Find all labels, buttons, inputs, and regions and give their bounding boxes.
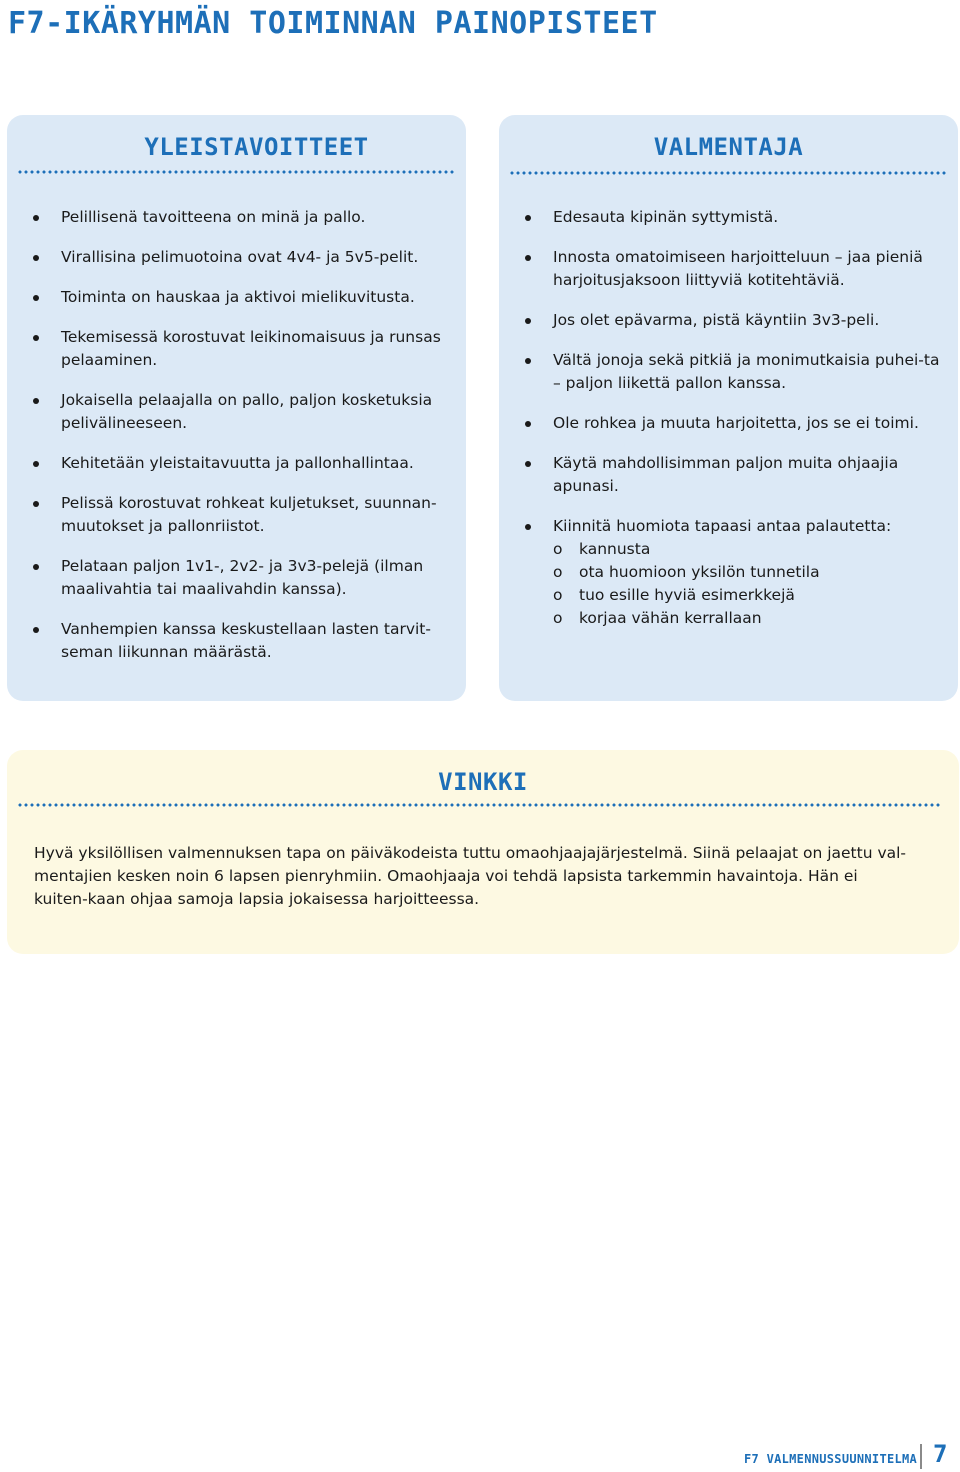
bullet-icon [525,255,531,261]
list-item: Vältä jonoja sekä pitkiä ja monimutkaisia puhei-ta – paljon liikettä pallon kanssa. [523,349,943,395]
list-item: Virallisina pelimuotoina ovat 4v4- ja 5v5-pelit. [31,246,451,269]
bullet-icon [525,318,531,324]
list-item: Ole rohkea ja muuta harjoitetta, jos se ei toimi. [523,412,943,435]
feedback-sublist [553,538,943,630]
page-title: F7-IKÄRYHMÄN TOIMINNAN PAINOPISTEET [8,6,658,41]
tip-text: Hyvä yksilöllisen valmennuksen tapa on päiväkodeista tuttu omaohjaajajärjestelmä. Siinä pelaajat on jaettu val-mentajien kesken noin 6 lapsen pienryhmiin. Omaohjaaja voi tehdä lapsista tarkemmin havaintoja. Hän ei kuiten-kaan ohjaa samoja lapsia jokaisessa harjoitteessa. [34,844,907,908]
general-goals-title: YLEISTAVOITTEET [144,133,369,161]
page-number: 7 [933,1440,948,1468]
bullet-icon [33,564,39,570]
coach-card [499,115,958,701]
list-item: Jos olet epävarma, pistä käyntiin 3v3-peli. [523,309,943,332]
page-footer [730,1432,960,1472]
general-goals-card [7,115,466,701]
list-item: Käytä mahdollisimman paljon muita ohjaajia apunasi. [523,452,943,498]
list-item: Edesauta kipinän syttymistä. [523,206,943,229]
sublist-item: o korjaa vähän kerrallaan [553,609,762,627]
sublist-item: o tuo esille hyviä esimerkkejä [553,586,795,604]
coach-list [523,206,943,647]
list-item: Pelissä korostuvat rohkeat kuljetukset, suunnan-muutokset ja pallonriistot. [31,492,451,538]
bullet-icon [525,358,531,364]
dotted-divider [17,803,941,807]
sublist-item: o kannusta [553,540,651,558]
dotted-divider [509,171,948,175]
bullet-icon [33,461,39,467]
bullet-icon [33,501,39,507]
general-goals-list [31,206,451,681]
bullet-icon [525,461,531,467]
list-item [523,515,943,630]
footer-label: F7 VALMENNUSSUUNNITELMA [744,1452,918,1466]
list-item: Kehitetään yleistaitavuutta ja pallonhallintaa. [31,452,451,475]
bullet-icon [33,335,39,341]
list-item: Pelillisenä tavoitteena on minä ja pallo. [31,206,451,229]
list-item: Pelataan paljon 1v1-, 2v2- ja 3v3-pelejä (ilman maalivahtia tai maalivahdin kanssa). [31,555,451,601]
coach-title: VALMENTAJA [653,133,804,161]
tip-card [7,750,959,954]
sublist-item: o ota huomioon yksilön tunnetila [553,563,820,581]
bullet-icon [525,524,531,530]
dotted-divider [17,170,456,174]
list-item: Tekemisessä korostuvat leikinomaisuus ja runsas pelaaminen. [31,326,451,372]
bullet-icon [33,295,39,301]
list-item: Vanhempien kanssa keskustellaan lasten tarvit-seman liikunnan määrästä. [31,618,451,664]
list-item: Jokaisella pelaajalla on pallo, paljon kosketuksia pelivälineeseen. [31,389,451,435]
bullet-icon [33,255,39,261]
bullet-icon [33,398,39,404]
bullet-icon [525,215,531,221]
bullet-icon [33,627,39,633]
list-item: Innosta omatoimiseen harjoitteluun – jaa pieniä harjoitusjaksoon liittyviä kotitehtäviä. [523,246,943,292]
footer-divider [920,1444,922,1469]
tip-title: VINKKI [438,768,528,796]
list-item: Toiminta on hauskaa ja aktivoi mielikuvitusta. [31,286,451,309]
feedback-intro: Kiinnitä huomiota tapaasi antaa palautetta: [553,517,892,535]
bullet-icon [33,215,39,221]
bullet-icon [525,421,531,427]
